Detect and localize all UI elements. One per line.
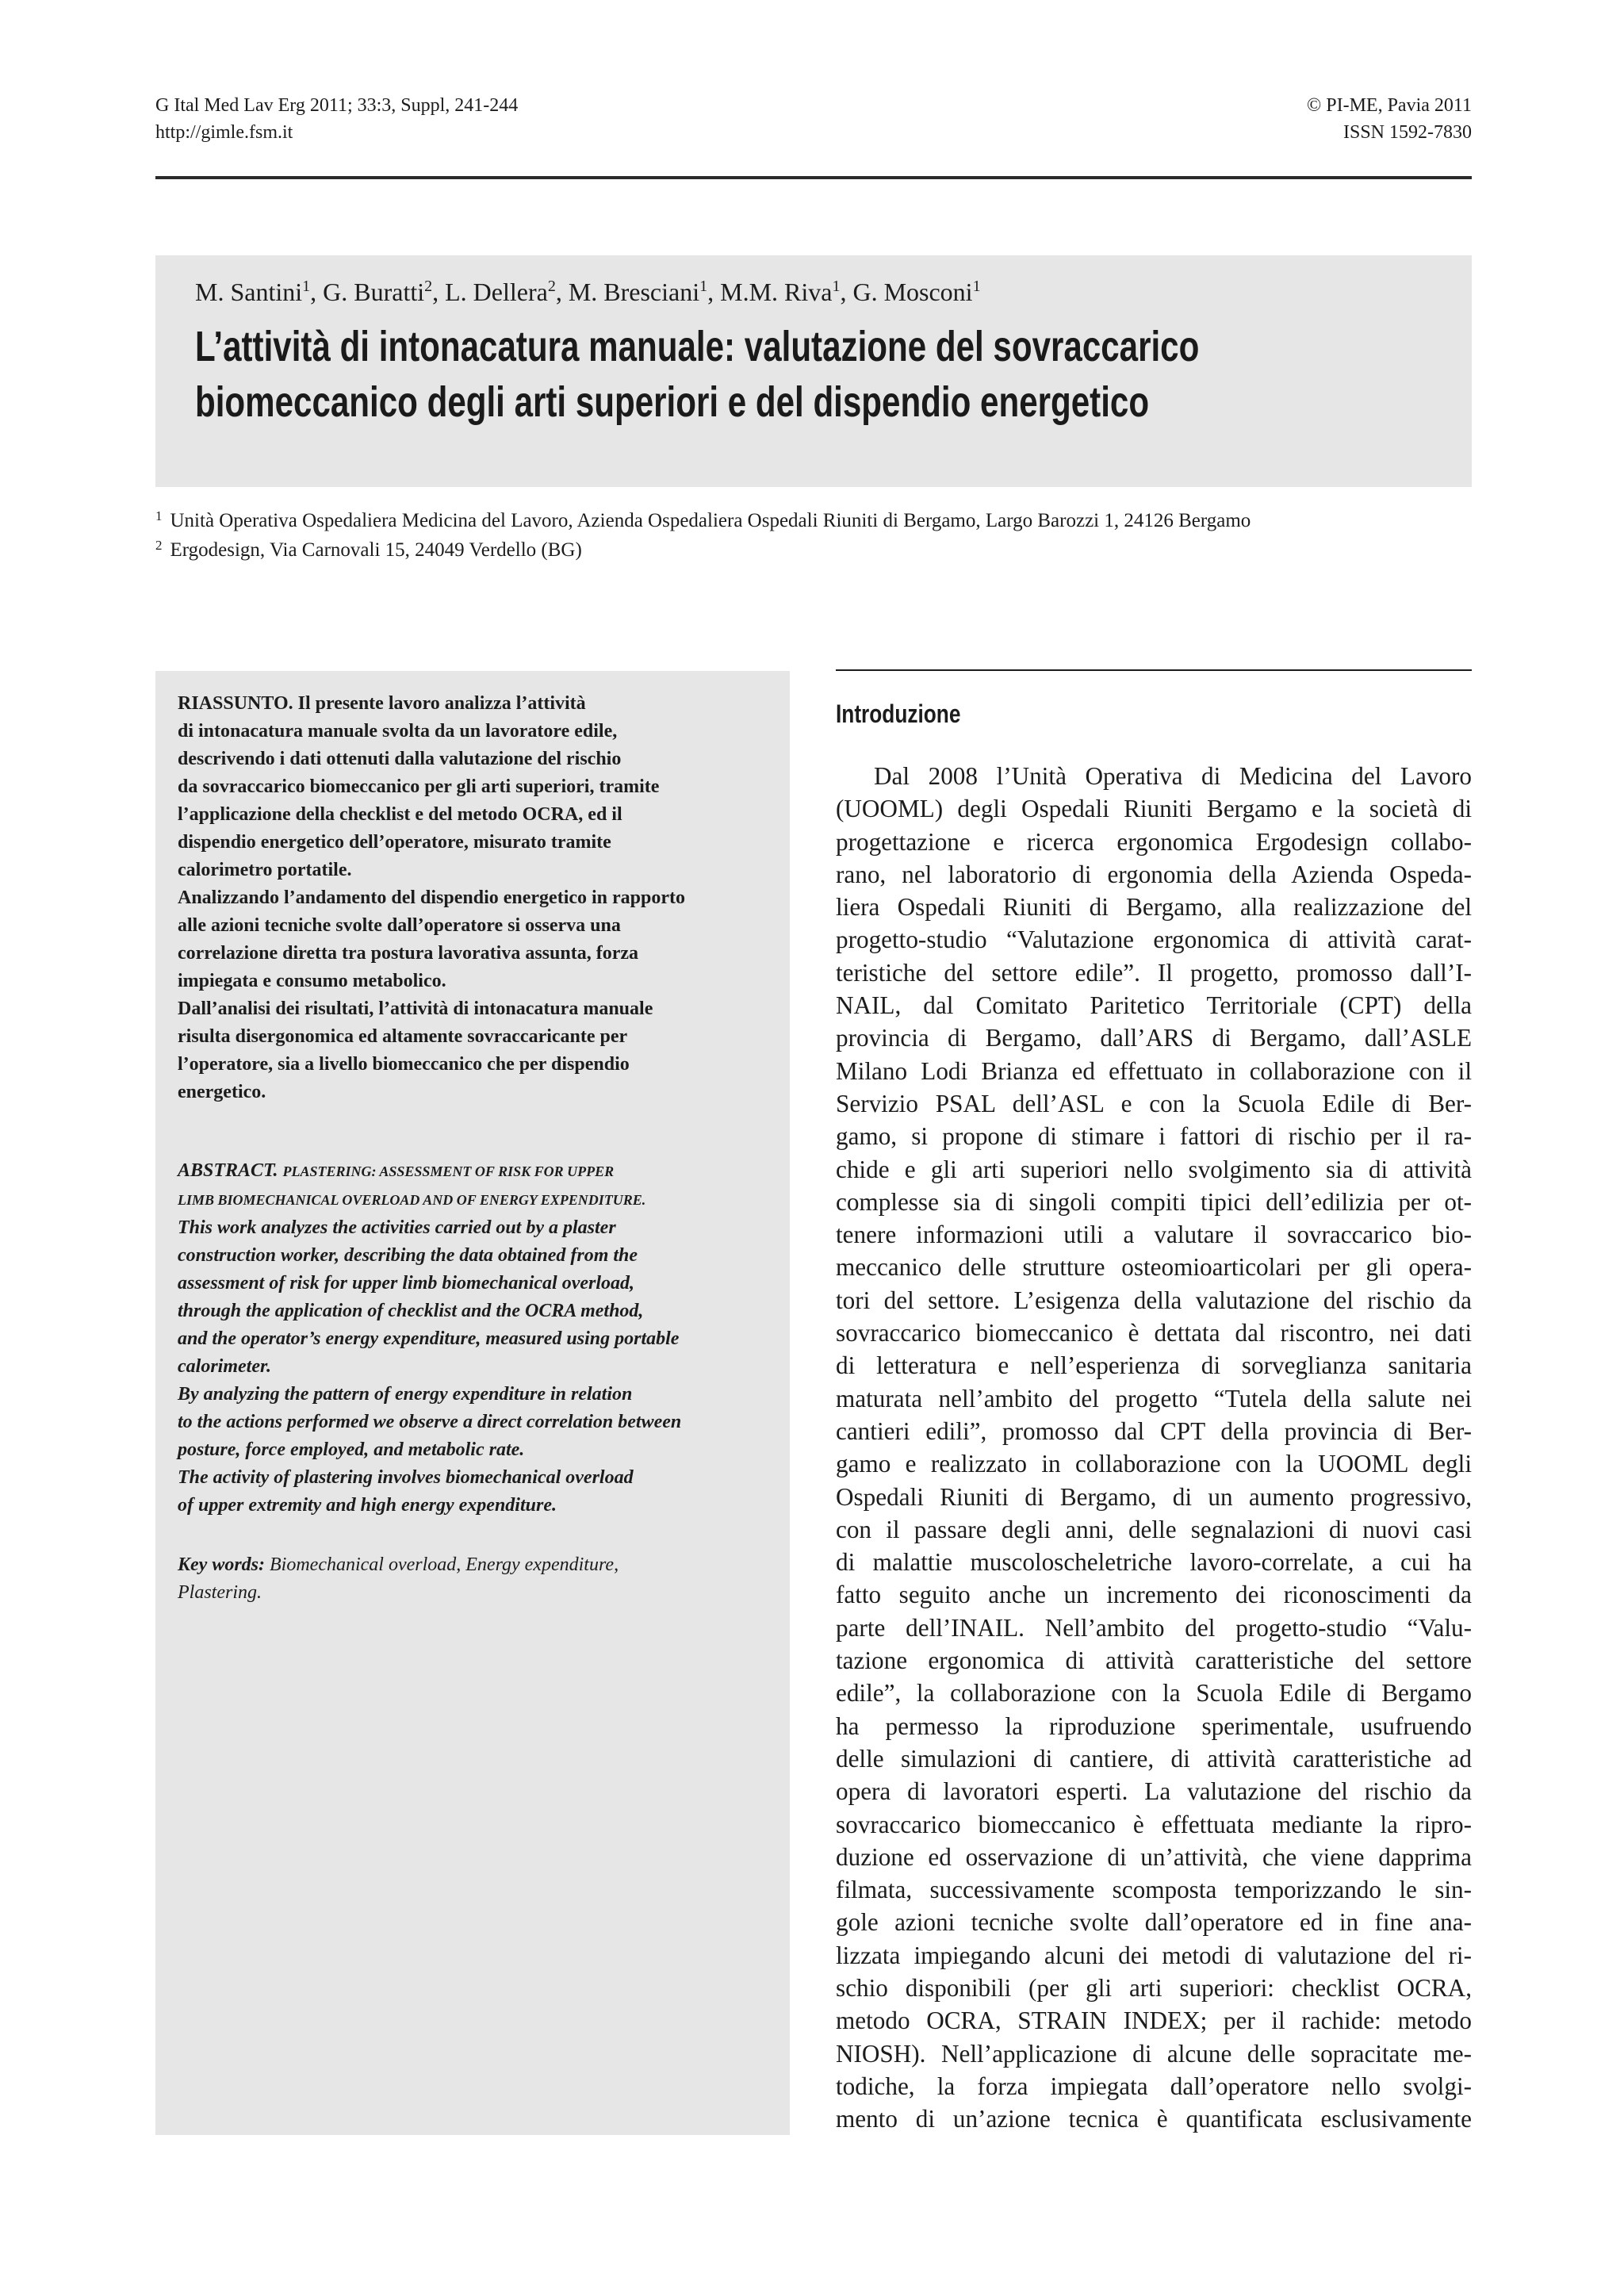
header-rule xyxy=(155,176,1472,179)
copyright: © PI-ME, Pavia 2011 xyxy=(1307,95,1472,116)
publisher-header xyxy=(1307,92,1472,146)
paper-title xyxy=(195,319,1200,430)
affiliation: $^1$ Unità Operativa Ospedaliera Medicina del Lavoro, Azienda Ospedaliera Ospedali Riuniti di Bergamo, Largo Barozzi 1, 24126 Bergamo xyxy=(155,508,1251,531)
abstract-panel xyxy=(155,671,790,2135)
author: M. Bresciani$^1$, xyxy=(568,278,721,306)
affiliation: $^2$ Ergodesign, Via Carnovali 15, 24049 Verdello (BG) xyxy=(155,538,582,561)
abstract-title: PLASTERING: ASSESSMENT OF RISK FOR UPPER xyxy=(282,1163,615,1179)
journal-citation: G Ital Med Lav Erg 2011; 33:3, Suppl, 241-244 xyxy=(155,95,519,116)
journal-url: http://gimle.fsm.it xyxy=(155,122,293,143)
journal-header xyxy=(155,92,518,146)
abstract-label: ABSTRACT. xyxy=(178,1160,278,1181)
title-block xyxy=(155,255,1472,487)
author: M. Santini$^1$, xyxy=(195,278,324,306)
affiliations xyxy=(155,506,1472,565)
author: M.M. Riva$^1$, xyxy=(720,278,853,306)
author-list xyxy=(195,266,981,317)
issn: ISSN 1592-7830 xyxy=(1342,122,1472,143)
title-line: L’attività di intonacatura manuale: valutazione del sovraccarico xyxy=(195,323,1200,370)
introduction-body: Dal 2008 l’Unità Operativa di Medicina del Lavoro (UOOML) degli Ospedali Riuniti Bergamo e la società di progettazione e ricerca ergonomica Ergodesign collabo- rano, nel laboratorio di ergonomia della Azienda Ospeda- liera Ospedali Riuniti di Bergamo, alla realizzazione del progetto-studio “Valutazione ergonomica di attività carat- teristiche del settore edile”. Il progetto, promosso dall’I- NAIL, dal Comitato Paritetico Territoriale (CPT) della provincia di Bergamo, dall’ARS di Bergamo, dall’ASLE Milano Lodi Brianza ed effettuato in collaborazione con il Servizio PSAL dell’ASL e con la Scuola Edile di Ber- gamo, si propone di stimare i fattori di rischio per il ra- chide e gli arti superiori nello svolgimento sia di attività complesse sia di singoli compiti tipici dell’edilizia per ot- tenere informazioni utili a valutare il sovraccarico bio- meccanico delle strutture osteomioarticolari per gli opera- tori del settore. L’esigenza della valutazione del rischio da sovraccarico biomeccanico è dettata dal riscontro, nei dati di letteratura e nell’esperienza di sorveglianza sanitaria maturata nell’ambito del progetto “Tutela della salute nei cantieri edili”, promosso dal CPT della provincia di Ber- gamo e realizzato in collaborazione con la UOOML degli Ospedali Riuniti di Bergamo, di un aumento progressivo, con il passare degli anni, delle segnalazioni di nuovi casi di malattie muscoloscheletriche lavoro-correlate, a cui ha fatto seguito anche un incremento dei riconoscimenti da parte dell’INAIL. Nell’ambito del progetto-studio “Valu- tazione ergonomica di attività caratteristiche del settore edile”, la collaborazione con la Scuola Edile di Bergamo ha permesso la riproduzione sperimentale, usufruendo delle simulazioni di cantiere, di attività caratteristiche ad opera di lavoratori esperti. La valutazione del rischio da sovraccarico biomeccanico è effettuata mediante la ripro- duzione ed osservazione di un’attività, che viene dapprima filmata, successivamente scomposta temporizzando le sin- gole azioni tecniche svolte dall’operatore ed in fine ana- lizzata impiegando alcuni dei metodi di valutazione del ri- schio disponibili (per gli arti superiori: checklist OCRA, metodo OCRA, STRAIN INDEX; per il rachide: metodo NIOSH). Nell’applicazione di alcune delle sopracitate me- todiche, la forza impiegata dall’operatore nello svolgi- mento di un’azione tecnica è quantificata esclusivamente xyxy=(836,762,1472,2133)
title-line: biomeccanico degli arti superiori e del dispendio energetico xyxy=(195,378,1150,426)
keywords: Key words: Biomechanical overload, Energy expenditure, Plastering. xyxy=(178,1554,619,1603)
keywords-label: Key words: xyxy=(178,1554,265,1575)
abstract-title: LIMB BIOMECHANICAL OVERLOAD AND OF ENERGY EXPENDITURE. xyxy=(178,1192,646,1208)
riassunto: RIASSUNTO. Il presente lavoro analizza l’attività di intonacatura manuale svolta da un lavoratore edile, descrivendo i dati ottenuti dalla valutazione del rischio da sovraccarico biomeccanico per gli arti superiori, tramite l’applicazione della checklist e del metodo OCRA, ed il dispendio energetico dell’operatore, misurato tramite calorimetro portatile. Analizzando l’andamento del dispendio energetico in rapporto alle azioni tecniche svolte dall’operatore si osserva una correlazione diretta tra postura lavorativa assunta, forza impiegata e consumo metabolico. Dall’analisi dei risultati, l’attività di intonacatura manuale risulta disergonomica ed altamente sovraccaricante per l’operatore, sia a livello biomeccanico che per dispendio energetico. xyxy=(178,693,686,1102)
author: G. Buratti$^2$, xyxy=(323,278,446,306)
section-heading-introduzione: Introduzione xyxy=(836,700,961,728)
author: L. Dellera$^2$, xyxy=(445,278,569,306)
column-rule xyxy=(836,669,1472,671)
abstract-english: ABSTRACT. PLASTERING: ASSESSMENT OF RISK FOR UPPER LIMB BIOMECHANICAL OVERLOAD AND OF ENERGY EXPENDITURE. This work analyzes the activities carried out by a plaster construction worker, describing the data obtained from the assessment of risk for upper limb biomechanical overload, through the application of checklist and the OCRA method, and the operator’s energy expenditure, measured using portable calorimeter. By analyzing the pattern of energy expenditure in relation to the actions performed we observe a direct correlation between posture, force employed, and metabolic rate. The activity of plastering involves biomechanical overload of upper extremity and high energy expenditure. xyxy=(178,1160,682,1516)
author: G. Mosconi$^1$ xyxy=(852,278,981,306)
